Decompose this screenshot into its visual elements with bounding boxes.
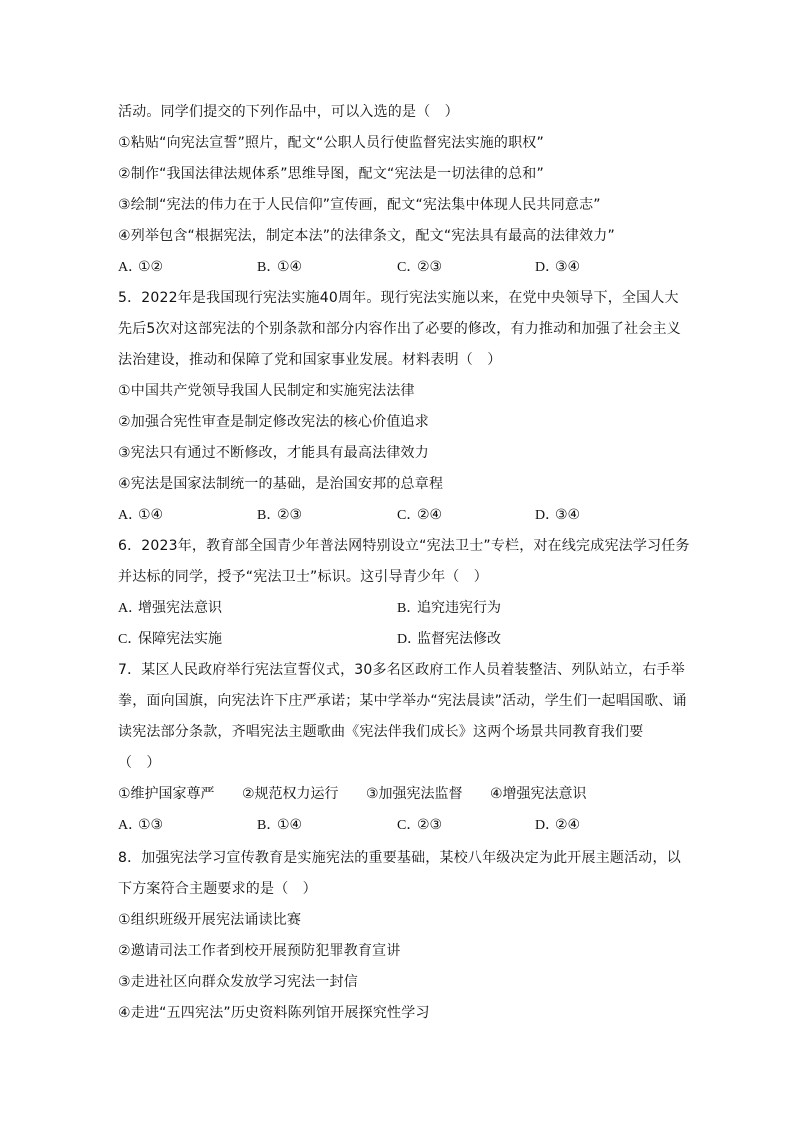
q5-item-4: ④宪法是国家法制统一的基础，是治国安邦的总章程: [118, 476, 444, 492]
q6-option-c: C．保障宪法实施: [118, 631, 222, 647]
q4-item-3: ③绘制“宪法的伟力在于人民信仰”宣传画，配文“宪法集中体现人民共同意志”: [118, 197, 601, 213]
q4-item-2: ②制作“我国法律法规体系”思维导图，配文“宪法是一切法律的总和”: [118, 166, 544, 182]
q7-item-3: ③加强宪法监督: [366, 786, 463, 802]
q5-stem-line-2: 先后5次对这部宪法的个别条款和部分内容作出了必要的修改，有力推动和加强了社会主义: [118, 321, 681, 337]
q6-option-a: A．增强宪法意识: [118, 600, 222, 616]
q5-stem-line-1: 5．2022年是我国现行宪法实施40周年。现行宪法实施以来，在党中央领导下，全国人大: [118, 290, 679, 306]
q4-item-1: ①粘贴“向宪法宣誓”照片，配文“公职人员行使监督宪法实施的职权”: [118, 135, 544, 151]
q7-item-4: ④增强宪法意识: [490, 786, 587, 802]
q7-item-1: ①维护国家尊严: [118, 786, 215, 802]
q6-stem-line-2: 并达标的同学，授予“宪法卫士”标识。这引导青少年（ ）: [118, 569, 488, 585]
q8-item-1: ①组织班级开展宪法诵读比赛: [118, 912, 302, 928]
q5-item-2: ②加强合宪性审查是制定修改宪法的核心价值追求: [118, 414, 429, 430]
q5-stem-line-3: 法治建设，推动和保障了党和国家事业发展。材料表明（ ）: [118, 352, 502, 368]
q7-stem-line-4: （ ）: [118, 755, 161, 771]
q8-item-2: ②邀请司法工作者到校开展预防犯罪教育宣讲: [118, 943, 401, 959]
q4-option-c: C．②③: [397, 259, 443, 275]
q7-option-a: A．①③: [118, 817, 164, 833]
q7-stem-line-1: 7．某区人民政府举行宪法宣誓仪式，30多名区政府工作人员着装整洁、列队站立，右手举: [118, 662, 685, 678]
q7-option-d: D．②④: [535, 817, 581, 833]
q5-item-1: ①中国共产党领导我国人民制定和实施宪法法律: [118, 383, 415, 399]
q5-option-c: C．②④: [397, 507, 443, 523]
q7-item-2: ②规范权力运行: [242, 786, 339, 802]
q4-option-b: B．①④: [257, 259, 303, 275]
q5-option-d: D．③④: [535, 507, 581, 523]
q4-item-4: ④列举包含“根据宪法，制定本法”的法律条文，配文“宪法具有最高的法律效力”: [118, 228, 615, 244]
q8-stem-line-1: 8．加强宪法学习宣传教育是实施宪法的重要基础，某校八年级决定为此开展主题活动，以: [118, 850, 681, 866]
q7-option-c: C．②③: [397, 817, 443, 833]
q5-option-b: B．②③: [257, 507, 303, 523]
q8-item-3: ③走进社区向群众发放学习宪法一封信: [118, 974, 358, 990]
q7-stem-line-2: 拳，面向国旗，向宪法许下庄严承诺；某中学举办“宪法晨读”活动，学生们一起唱国歌、诵: [118, 693, 687, 709]
q4-option-a: A．①②: [118, 259, 164, 275]
q6-option-b: B．追究违宪行为: [397, 600, 501, 616]
q4-stem-line: 活动。同学们提交的下列作品中，可以入选的是（ ）: [118, 104, 459, 120]
q7-stem-line-3: 读宪法部分条款，齐唱宪法主题歌曲《宪法伴我们成长》这两个场景共同教育我们要: [118, 724, 644, 740]
q6-stem-line-1: 6．2023年，教育部全国青少年普法网特别设立“宪法卫士”专栏，对在线完成宪法学习任务: [118, 538, 690, 554]
q6-option-d: D．监督宪法修改: [397, 631, 501, 647]
q4-option-d: D．③④: [535, 259, 581, 275]
q8-item-4: ④走进“五四宪法”历史资料陈列馆开展探究性学习: [118, 1005, 430, 1021]
q5-item-3: ③宪法只有通过不断修改，才能具有最高法律效力: [118, 445, 429, 461]
q5-option-a: A．①④: [118, 507, 164, 523]
q7-option-b: B．①④: [257, 817, 303, 833]
q8-stem-line-2: 下方案符合主题要求的是（ ）: [118, 881, 317, 897]
